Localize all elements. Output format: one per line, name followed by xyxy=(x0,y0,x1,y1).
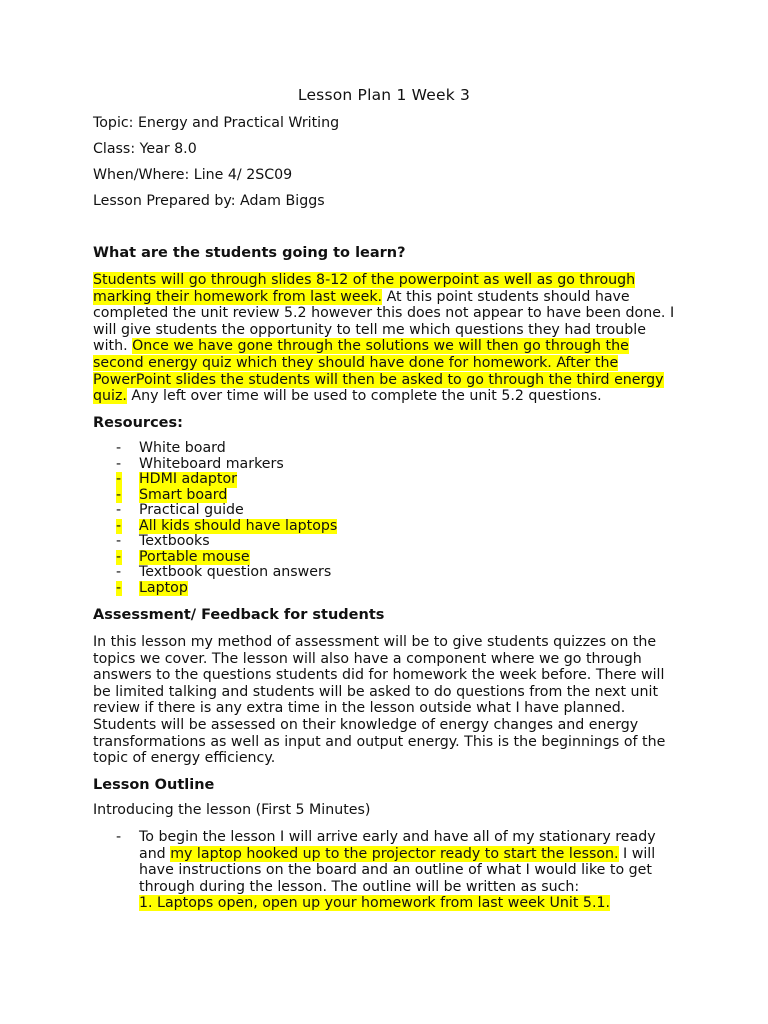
learn-highlight-1: Students will go through slides 8-12 of the powerpoint as well as go through marking their homework from last week. xyxy=(93,272,636,305)
list-dash: - xyxy=(116,548,122,565)
learn-highlight-2: Once we have gone through the solutions we will then go through the second energy quiz which they should have done for homework. After the PowerPoint slides the students will then be asked to go through the third energy quiz. xyxy=(93,338,664,405)
outline-heading: Lesson Outline xyxy=(93,777,215,793)
class-line: Class: Year 8.0 xyxy=(93,141,197,157)
outline-list-item xyxy=(93,829,683,912)
assessment-heading: Assessment/ Feedback for students xyxy=(93,607,385,623)
learn-heading: What are the students going to learn? xyxy=(93,245,406,261)
list-dash: - xyxy=(116,440,122,456)
list-item-label: Whiteboard markers xyxy=(139,455,284,472)
outline-text-2: I will have instructions on the board and an outline of what I would like to get through during the lesson. The outline will be written as such: xyxy=(139,845,656,895)
list-dash: - xyxy=(116,486,122,503)
resources-heading: Resources: xyxy=(93,415,183,431)
list-dash: - xyxy=(116,502,122,519)
outline-intro: Introducing the lesson (First 5 Minutes) xyxy=(93,802,371,818)
outline-item-body xyxy=(139,829,683,912)
list-item-label: Textbook question answers xyxy=(139,564,332,581)
list-item-label: HDMI adaptor xyxy=(139,471,238,488)
list-item-label: Laptop xyxy=(139,579,188,596)
topic-line: Topic: Energy and Practical Writing xyxy=(93,115,340,131)
list-item-label: Smart board xyxy=(139,486,228,503)
list-item-label: Portable mouse xyxy=(139,548,250,565)
outline-text-1: To begin the lesson I will arrive early and have all of my stationary ready and xyxy=(139,829,656,862)
list-item-label: All kids should have laptops xyxy=(139,517,338,534)
list-dash: - xyxy=(116,533,122,550)
learn-paragraph xyxy=(93,272,681,405)
list-item-label: Textbooks xyxy=(139,533,210,550)
list-dash: - xyxy=(116,564,122,581)
page-title: Lesson Plan 1 Week 3 xyxy=(297,86,471,104)
learn-text-2: Any left over time will be used to complete the unit 5.2 questions. xyxy=(126,388,602,405)
list-item-label: Practical guide xyxy=(139,502,244,519)
outline-step-1: 1. Laptops open, open up your homework from last week Unit 5.1. xyxy=(139,895,610,912)
assessment-paragraph: In this lesson my method of assessment will be to give students quizzes on the topics we cover. The lesson will also have a component where we go through answers to the questions students did for homework the week before. There will be limited talking and students will be asked to do questions from the next unit review if there is any extra time in the lesson outside what I have planned. Students will be assessed on their knowledge of energy changes and energy transformations as well as input and output energy. This is the beginnings of the topic of energy efficiency. xyxy=(93,634,666,767)
list-dash: - xyxy=(116,517,122,534)
when-where-line: When/Where: Line 4/ 2SC09 xyxy=(93,167,293,183)
list-dash: - xyxy=(116,471,122,488)
learn-text-1: At this point students should have completed the unit review 5.2 however this does not appear to have been done. I will give students the opportunity to tell me which questions they had trouble with. xyxy=(93,288,675,355)
list-item-label: White board xyxy=(139,440,226,456)
list-dash: - xyxy=(116,829,122,845)
outline-highlight: my laptop hooked up to the projector ready to start the lesson. xyxy=(170,845,619,862)
list-dash: - xyxy=(116,455,122,472)
prepared-by-line: Lesson Prepared by: Adam Biggs xyxy=(93,193,325,209)
list-dash: - xyxy=(116,579,122,596)
